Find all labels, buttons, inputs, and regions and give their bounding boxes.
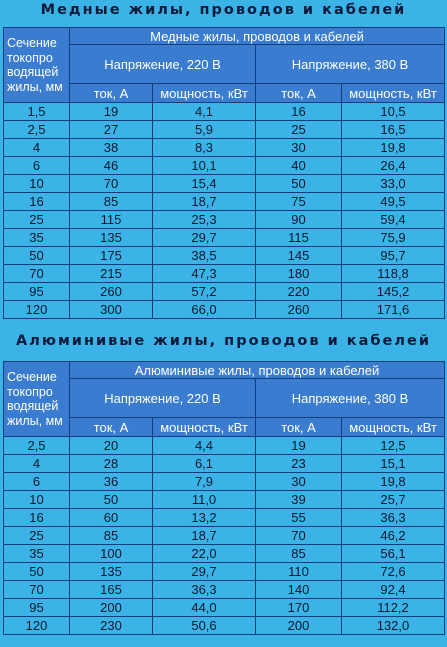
cross-section-cell: 16 [4,509,70,527]
power-220-cell: 38,5 [153,247,256,265]
power-220-cell: 4,1 [153,103,256,121]
power-380-cell: 33,0 [342,175,445,193]
aluminum-heading: Алюминивые жилы, проводов и кабелей [16,333,431,349]
voltage-220-header: Напряжение, 220 В [70,45,256,84]
power-380-cell: 171,6 [342,301,445,319]
table-row [4,509,445,527]
cross-section-cell: 2,5 [4,121,70,139]
power-380-cell: 95,7 [342,247,445,265]
table-row [4,265,445,283]
current-380-cell: 19 [256,437,342,455]
cross-section-cell: 6 [4,473,70,491]
current-header-220: ток, А [70,418,153,437]
current-380-cell: 40 [256,157,342,175]
table-row [4,229,445,247]
cross-section-cell: 35 [4,229,70,247]
current-380-cell: 145 [256,247,342,265]
table-row [4,437,445,455]
power-380-cell: 59,4 [342,211,445,229]
current-380-cell: 90 [256,211,342,229]
cross-section-cell: 25 [4,211,70,229]
copper-rows [4,103,445,319]
power-380-cell: 145,2 [342,283,445,301]
power-header-380: мощность, кВт [342,84,445,103]
copper-heading: Медные жилы, проводов и кабелей [40,2,407,18]
cross-section-cell: 10 [4,491,70,509]
cross-section-cell: 95 [4,599,70,617]
current-380-cell: 55 [256,509,342,527]
current-380-cell: 85 [256,545,342,563]
current-380-cell: 200 [256,617,342,635]
current-220-cell: 27 [70,121,153,139]
current-header-380: ток, А [256,84,342,103]
current-220-cell: 38 [70,139,153,157]
current-220-cell: 135 [70,563,153,581]
power-380-cell: 19,8 [342,473,445,491]
power-220-cell: 25,3 [153,211,256,229]
cross-section-cell: 2,5 [4,437,70,455]
power-380-cell: 118,8 [342,265,445,283]
current-380-cell: 260 [256,301,342,319]
power-220-cell: 18,7 [153,527,256,545]
power-220-cell: 44,0 [153,599,256,617]
table-row [4,139,445,157]
cross-section-cell: 35 [4,545,70,563]
copper-table [3,27,445,319]
section-header: Сечение токопро водящей жилы, мм [4,28,70,103]
current-220-cell: 135 [70,229,153,247]
cross-section-cell: 4 [4,139,70,157]
cross-section-cell: 120 [4,617,70,635]
table-row [4,211,445,229]
current-220-cell: 70 [70,175,153,193]
current-220-cell: 215 [70,265,153,283]
power-220-cell: 15,4 [153,175,256,193]
table-row [4,193,445,211]
cross-section-cell: 50 [4,563,70,581]
power-380-cell: 56,1 [342,545,445,563]
current-220-cell: 100 [70,545,153,563]
current-220-cell: 36 [70,473,153,491]
table-row [4,103,445,121]
power-220-cell: 6,1 [153,455,256,473]
table-row [4,563,445,581]
power-380-cell: 75,9 [342,229,445,247]
cross-section-cell: 70 [4,581,70,599]
current-220-cell: 46 [70,157,153,175]
power-380-cell: 25,7 [342,491,445,509]
current-380-cell: 39 [256,491,342,509]
cross-section-cell: 16 [4,193,70,211]
power-380-cell: 12,5 [342,437,445,455]
current-220-cell: 28 [70,455,153,473]
voltage-380-header: Напряжение, 380 В [256,379,445,418]
table-row [4,455,445,473]
current-380-cell: 70 [256,527,342,545]
cross-section-cell: 120 [4,301,70,319]
power-220-cell: 4,4 [153,437,256,455]
table-row [4,617,445,635]
table-row [4,473,445,491]
power-220-cell: 10,1 [153,157,256,175]
current-header-220: ток, А [70,84,153,103]
current-380-cell: 170 [256,599,342,617]
power-220-cell: 5,9 [153,121,256,139]
table-row [4,283,445,301]
table-row [4,527,445,545]
current-220-cell: 300 [70,301,153,319]
current-220-cell: 19 [70,103,153,121]
current-380-cell: 220 [256,283,342,301]
power-380-cell: 49,5 [342,193,445,211]
current-220-cell: 85 [70,193,153,211]
cross-section-cell: 95 [4,283,70,301]
power-header-380: мощность, кВт [342,418,445,437]
power-220-cell: 22,0 [153,545,256,563]
current-380-cell: 25 [256,121,342,139]
power-380-cell: 16,5 [342,121,445,139]
power-220-cell: 7,9 [153,473,256,491]
voltage-220-header: Напряжение, 220 В [70,379,256,418]
table-row [4,157,445,175]
current-380-cell: 50 [256,175,342,193]
power-220-cell: 29,7 [153,563,256,581]
aluminum-rows [4,437,445,635]
section-header: Сечение токопро водящей жилы, мм [4,362,70,437]
voltage-380-header: Напряжение, 380 В [256,45,445,84]
cross-section-cell: 25 [4,527,70,545]
power-220-cell: 11,0 [153,491,256,509]
cross-section-cell: 1,5 [4,103,70,121]
power-380-cell: 10,5 [342,103,445,121]
current-380-cell: 180 [256,265,342,283]
power-220-cell: 29,7 [153,229,256,247]
cross-section-cell: 10 [4,175,70,193]
table-row [4,175,445,193]
current-380-cell: 16 [256,103,342,121]
current-380-cell: 23 [256,455,342,473]
power-220-cell: 8,3 [153,139,256,157]
current-220-cell: 200 [70,599,153,617]
current-220-cell: 60 [70,509,153,527]
table-row [4,301,445,319]
power-220-cell: 57,2 [153,283,256,301]
table-row [4,491,445,509]
power-380-cell: 92,4 [342,581,445,599]
power-220-cell: 47,3 [153,265,256,283]
aluminum-table-title: Алюминивые жилы, проводов и кабелей [70,362,445,379]
power-header-220: мощность, кВт [153,84,256,103]
power-380-cell: 46,2 [342,527,445,545]
current-380-cell: 30 [256,473,342,491]
power-220-cell: 18,7 [153,193,256,211]
power-220-cell: 50,6 [153,617,256,635]
table-row [4,599,445,617]
power-header-220: мощность, кВт [153,418,256,437]
power-380-cell: 132,0 [342,617,445,635]
cross-section-cell: 50 [4,247,70,265]
power-380-cell: 15,1 [342,455,445,473]
current-380-cell: 140 [256,581,342,599]
current-220-cell: 165 [70,581,153,599]
current-header-380: ток, А [256,418,342,437]
power-380-cell: 112,2 [342,599,445,617]
current-220-cell: 260 [70,283,153,301]
table-row [4,545,445,563]
copper-table-title: Медные жилы, проводов и кабелей [70,28,445,45]
power-380-cell: 26,4 [342,157,445,175]
power-380-cell: 19,8 [342,139,445,157]
current-220-cell: 85 [70,527,153,545]
current-220-cell: 230 [70,617,153,635]
current-380-cell: 110 [256,563,342,581]
current-380-cell: 115 [256,229,342,247]
current-380-cell: 75 [256,193,342,211]
current-220-cell: 20 [70,437,153,455]
power-220-cell: 66,0 [153,301,256,319]
current-220-cell: 175 [70,247,153,265]
table-row [4,581,445,599]
power-380-cell: 72,6 [342,563,445,581]
power-220-cell: 36,3 [153,581,256,599]
power-220-cell: 13,2 [153,509,256,527]
cross-section-cell: 70 [4,265,70,283]
current-220-cell: 50 [70,491,153,509]
current-380-cell: 30 [256,139,342,157]
aluminum-table [3,361,445,635]
current-220-cell: 115 [70,211,153,229]
cross-section-cell: 4 [4,455,70,473]
power-380-cell: 36,3 [342,509,445,527]
cross-section-cell: 6 [4,157,70,175]
table-row [4,247,445,265]
table-row [4,121,445,139]
